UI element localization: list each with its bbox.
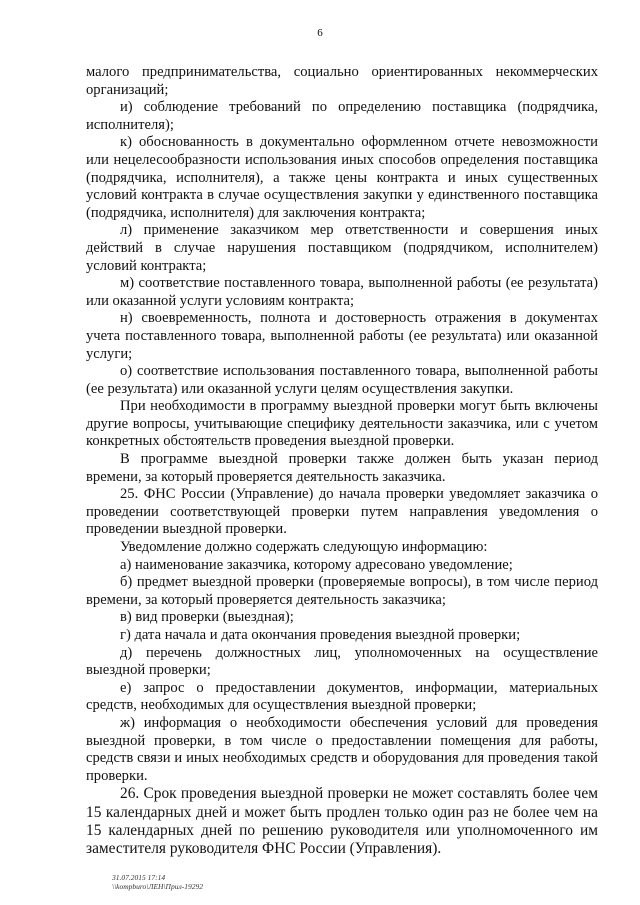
- paragraph: а) наименование заказчика, которому адресовано уведомление;: [120, 556, 513, 573]
- paragraph: б) предмет выездной проверки (проверяемые вопросы), в том числе период времени, за который проверяется деятельность заказчика;: [86, 574, 598, 608]
- paragraph: к) обоснованность в документально оформленном отчете невозможности или нецелесообразности использования иных способов определения поставщика (подрядчика, исполнителя), а также цены контракта и иных существенных условий контракта в случае осуществления закупки у единственного поставщика (подрядчика, исполнителя) для заключения контракта;: [86, 134, 598, 221]
- paragraph: м) соответствие поставленного товара, выполненной работы (ее результата) или оказанной услуги условиям контракта;: [86, 275, 598, 309]
- paragraph: При необходимости в программу выездной проверки могут быть включены другие вопросы, учитывающие специфику деятельности заказчика, или с учетом конкретных обстоятельств проведения выездной проверки.: [86, 398, 598, 450]
- paragraph: в) вид проверки (выездная);: [120, 609, 294, 626]
- paragraph: и) соблюдение требований по определению поставщика (подрядчика, исполнителя);: [86, 99, 598, 133]
- document-footer: [112, 873, 203, 891]
- footer-timestamp: 31.07.2015 17:14: [112, 873, 166, 882]
- paragraph: д) перечень должностных лиц, уполномоченных на осуществление выездной проверки;: [86, 644, 598, 679]
- paragraph: л) применение заказчиком мер ответственности и совершения иных действий в случае нарушения поставщиком (подрядчиком, исполнителем) условий контракта;: [86, 222, 598, 274]
- page-number: 6: [317, 27, 323, 39]
- footer-file-path: \\kompburo\ЛЕН\Прил-19292: [112, 882, 203, 891]
- paragraph: 25. ФНС России (Управление) до начала проверки уведомляет заказчика о проведении соответствующей проверки путем направления уведомления о проведении выездной проверки.: [86, 486, 598, 538]
- paragraph: В программе выездной проверки также должен быть указан период времени, за который проверяется деятельность заказчика.: [86, 451, 598, 485]
- document-body: [86, 64, 598, 858]
- paragraph: 26. Срок проведения выездной проверки не может составлять более чем 15 календарных дней и может быть продлен только один раз не более чем на 15 календарных дней по решению руководителя или уполномоченного им заместителя руководителя ФНС России (Управления).: [86, 785, 598, 857]
- paragraph: Уведомление должно содержать следующую информацию:: [120, 539, 488, 556]
- paragraph: ж) информация о необходимости обеспечения условий для проведения выездной проверки, в том числе о предоставлении помещения для работы, средств связи и иных необходимых средств и оборудования для проведения такой проверки.: [86, 714, 598, 784]
- paragraph: о) соответствие использования поставленного товара, выполненной работы (ее результата) или оказанной услуги целям осуществления закупки.: [86, 363, 598, 397]
- paragraph: н) своевременность, полнота и достоверность отражения в документах учета поставленного товара, выполненной работы (ее результата) или оказанной услуги;: [86, 310, 598, 362]
- paragraph: г) дата начала и дата окончания проведения выездной проверки;: [120, 627, 521, 643]
- paragraph: е) запрос о предоставлении документов, информации, материальных средств, необходимых для осуществления выездной проверки;: [86, 679, 598, 714]
- paragraph: малого предпринимательства, социально ориентированных некоммерческих организаций;: [86, 64, 598, 98]
